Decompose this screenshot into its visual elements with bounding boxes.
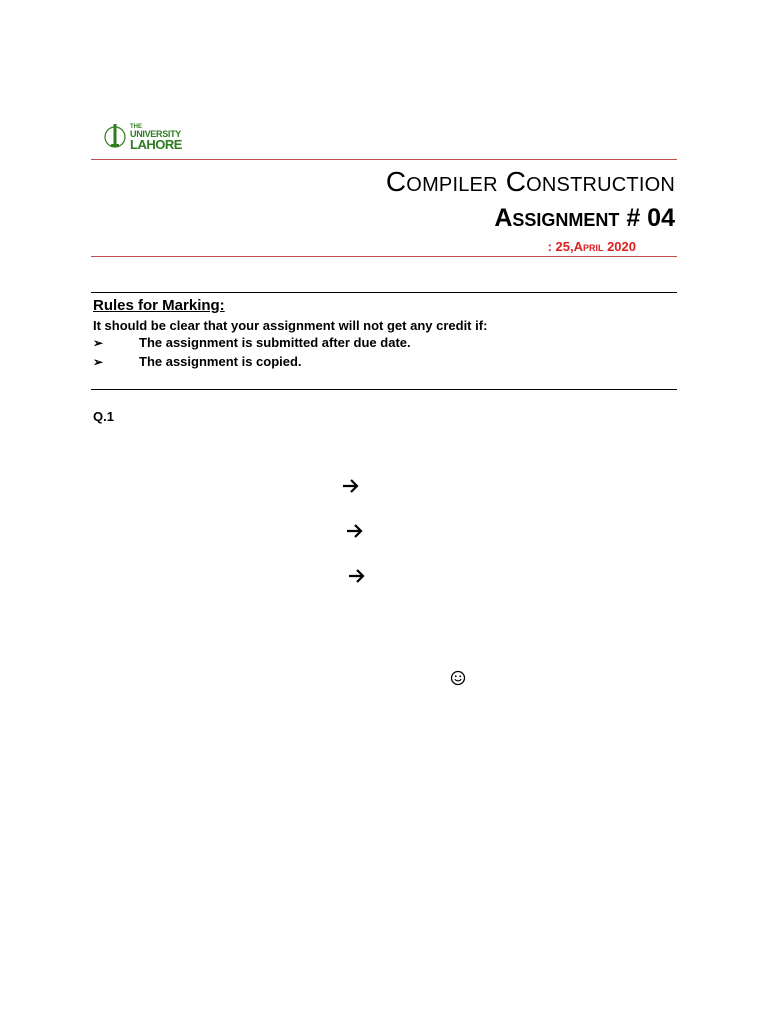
logo-text-the: THE bbox=[130, 124, 142, 130]
arrowhead-bullet-icon: ➢ bbox=[93, 336, 104, 350]
page-title: Compiler Construction bbox=[385, 166, 675, 197]
university-logo bbox=[104, 120, 182, 154]
rule-item bbox=[93, 335, 411, 350]
rule-item-text: The assignment is submitted after due date. bbox=[139, 335, 411, 350]
rules-bottom-divider bbox=[91, 389, 677, 390]
question-label: Q.1 bbox=[93, 409, 114, 424]
right-arrow-icon bbox=[346, 523, 364, 539]
minaret-emblem-icon bbox=[104, 122, 126, 150]
rules-heading: Rules for Marking: bbox=[93, 297, 225, 314]
right-arrow-icon bbox=[348, 568, 366, 584]
assignment-number: Assignment # 04 bbox=[494, 204, 675, 232]
right-arrow-icon bbox=[342, 478, 360, 494]
header-bottom-divider bbox=[91, 256, 677, 257]
logo-text-lahore: LAHORE bbox=[130, 137, 182, 152]
header-top-divider bbox=[91, 159, 677, 160]
arrowhead-bullet-icon: ➢ bbox=[93, 355, 104, 369]
logo-text-university: UNIVERSITY bbox=[130, 129, 182, 139]
rules-top-divider bbox=[91, 292, 677, 293]
rules-intro: It should be clear that your assignment will not get any credit if: bbox=[93, 318, 488, 333]
smiley-icon bbox=[450, 670, 466, 686]
due-date: : 25,April 2020 bbox=[547, 239, 636, 254]
rule-item bbox=[93, 354, 302, 369]
rule-item-text: The assignment is copied. bbox=[139, 354, 302, 369]
